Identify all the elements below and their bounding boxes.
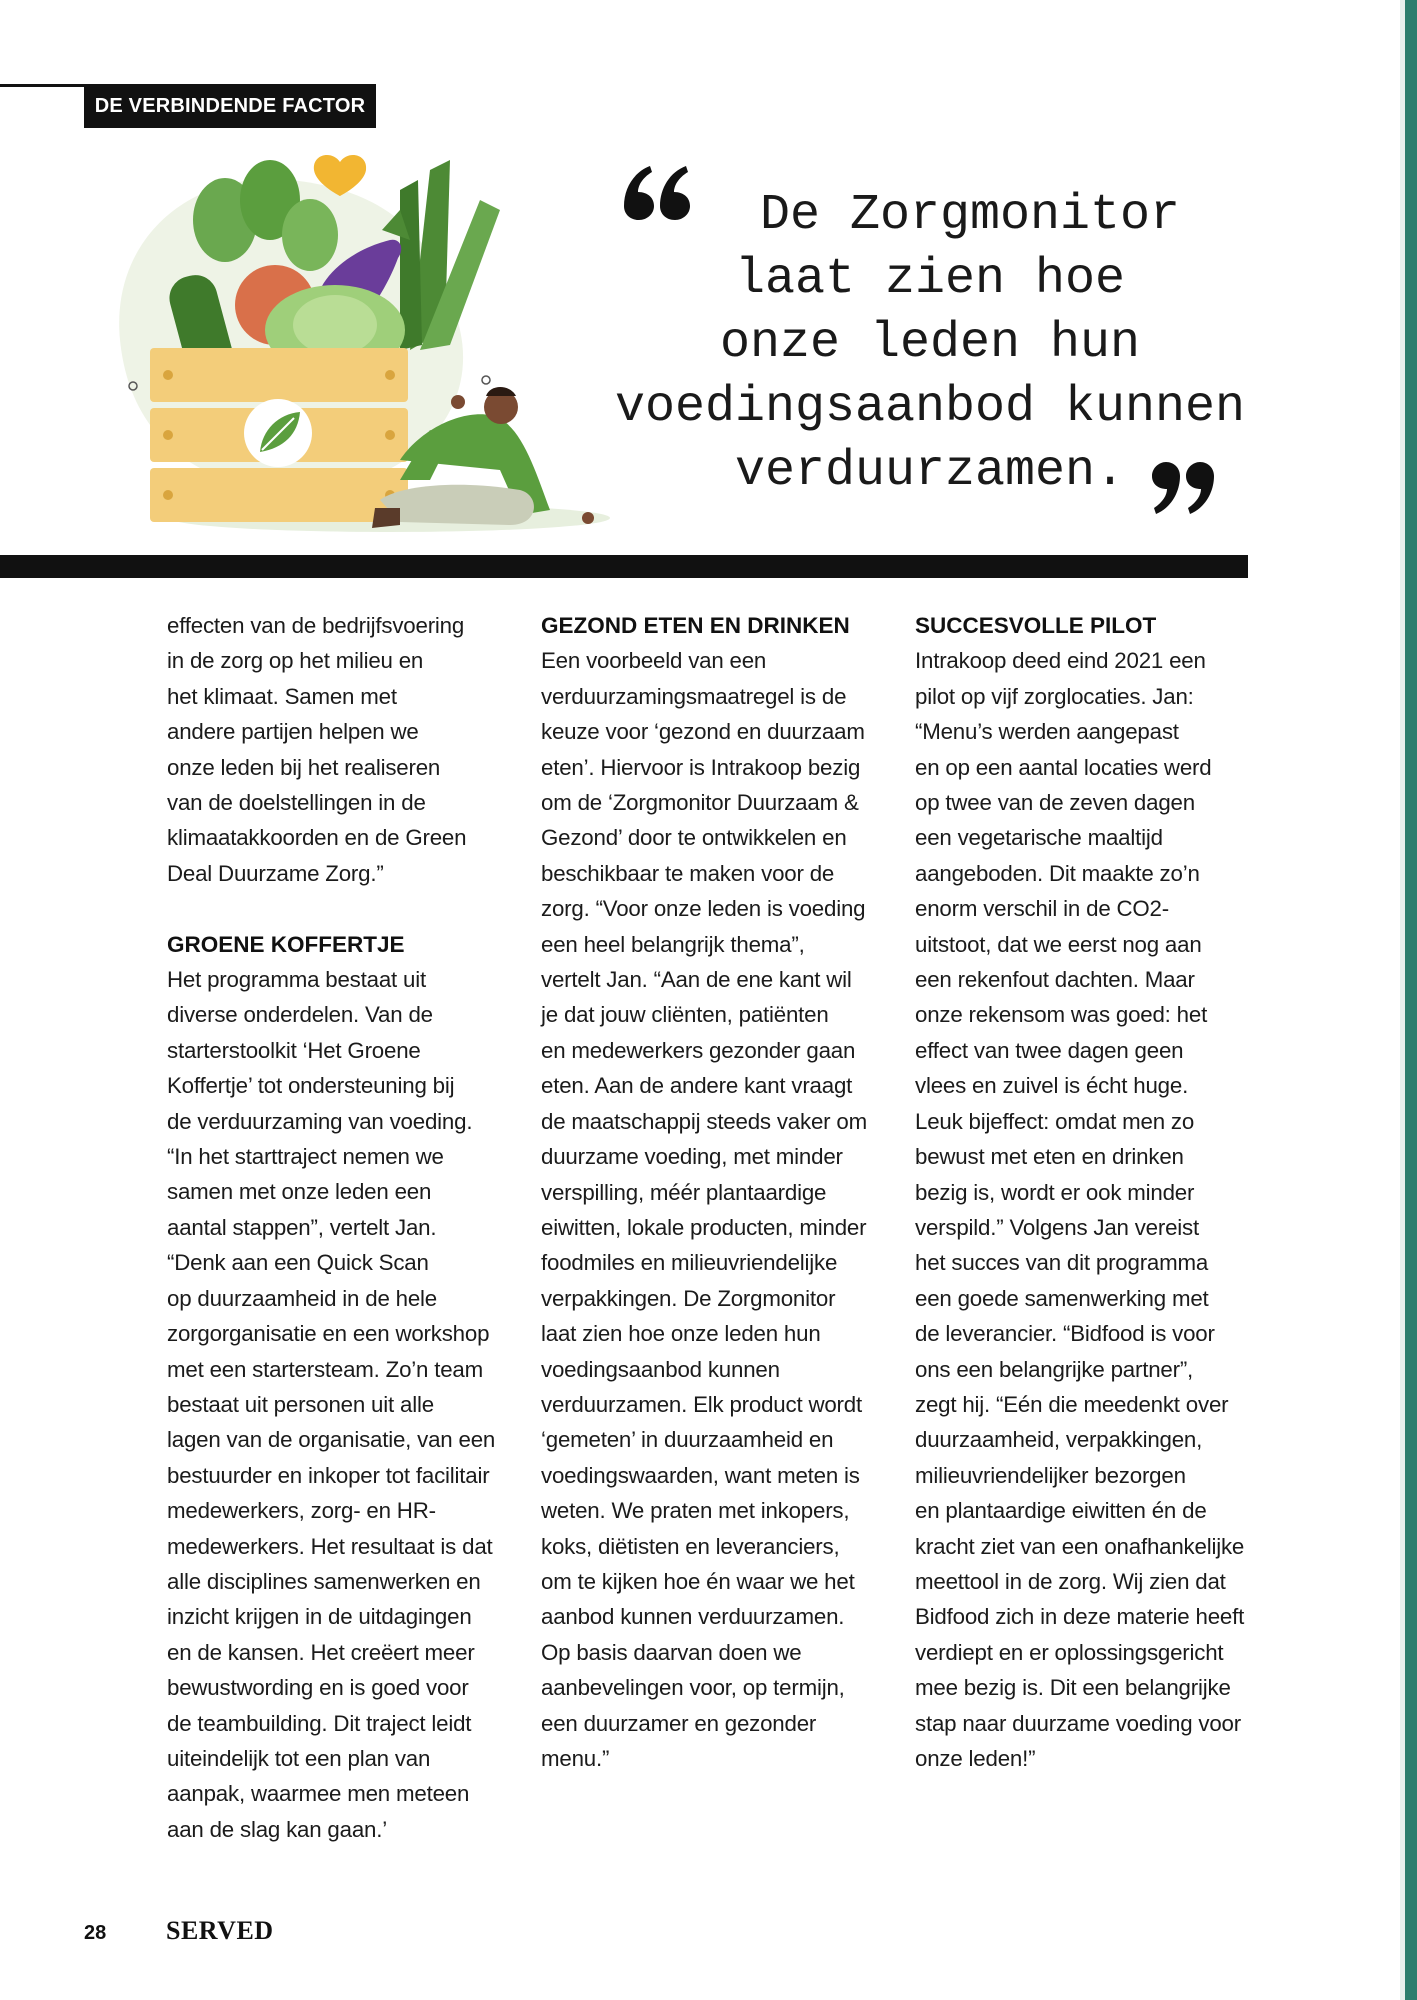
col2-body-line: menu.” — [541, 1746, 610, 1771]
col2-body-line: voedingsaanbod kunnen — [541, 1356, 780, 1382]
col1-body-line: bewustwording en is goed voor — [167, 1675, 469, 1701]
magazine-brand: SERVED — [166, 1916, 274, 1945]
col3-body-line: pilot op vijf zorglocaties. Jan: — [915, 683, 1194, 709]
col1-body-paragraph — [167, 962, 507, 1847]
col2-body-line: zorg. “Voor onze leden is voeding — [541, 896, 866, 922]
col2-body-line: Op basis daarvan doen we — [541, 1639, 802, 1665]
col1-intro-line: in de zorg op het milieu en — [167, 648, 424, 674]
col3-body-paragraph — [915, 643, 1260, 1776]
col3-body-line: verdiept en er oplossingsgericht — [915, 1639, 1224, 1665]
col3-body-line: en plantaardige eiwitten én de — [915, 1498, 1207, 1524]
col3-body-line: kracht ziet van een onafhankelijke — [915, 1533, 1245, 1559]
col3-body-line: en op een aantal locaties werd — [915, 754, 1212, 780]
col2-body-line: voedingswaarden, want meten is — [541, 1462, 860, 1488]
col1-body-line: Het programma bestaat uit — [167, 967, 426, 993]
col2-body-line: koks, diëtisten en leveranciers, — [541, 1533, 840, 1559]
col2-body-line: ‘gemeten’ in duurzaamheid en — [541, 1427, 834, 1453]
col2-heading: GEZOND ETEN EN DRINKEN — [541, 613, 850, 638]
col3-body-line: Intrakoop deed eind 2021 een — [915, 648, 1206, 674]
col3-body-line: meettool in de zorg. Wij zien dat — [915, 1568, 1226, 1594]
pull-quote-line-3: onze leden hun — [719, 315, 1141, 372]
col2-body-line: een duurzamer en gezonder — [541, 1710, 817, 1736]
col1-body-line: aantal stappen”, vertelt Jan. — [167, 1214, 437, 1240]
col2-body-line: keuze voor ‘gezond en duurzaam — [541, 719, 865, 745]
col2-body-line: duurzame voeding, met minder — [541, 1144, 843, 1170]
col3-body-line: milieuvriendelijker bezorgen — [915, 1462, 1186, 1488]
divider-bar — [0, 555, 1248, 578]
col2-body-line: verduurzamen. Elk product wordt — [541, 1391, 862, 1417]
col1-body-line: met een startersteam. Zo’n team — [167, 1356, 483, 1382]
col1-body-line: starterstoolkit ‘Het Groene — [167, 1037, 421, 1063]
col1-body-line: Koffertje’ tot ondersteuning bij — [167, 1073, 455, 1099]
section-rule — [0, 84, 84, 87]
col1-body-line: bestuurder en inkoper tot facilitair — [167, 1462, 490, 1488]
col1-intro-line: Deal Duurzame Zorg.” — [167, 860, 384, 886]
col2-body-line: laat zien hoe onze leden hun — [541, 1321, 821, 1347]
section-label: DE VERBINDENDE FACTOR — [84, 84, 376, 128]
col2-body-line: Een voorbeeld van een — [541, 648, 767, 674]
col2-body-line: Gezond’ door te ontwikkelen en — [541, 825, 847, 851]
col2-body-line: de maatschappij steeds vaker om — [541, 1108, 867, 1134]
col2-body-line: om de ‘Zorgmonitor Duurzaam & — [541, 790, 859, 816]
col3-body-line: enorm verschil in de CO2- — [915, 896, 1169, 922]
col3-body-line: aangeboden. Dit maakte zo’n — [915, 860, 1200, 886]
col3-heading: SUCCESVOLLE PILOT — [915, 613, 1157, 638]
col1-body-line: aanpak, waarmee men meteen — [167, 1781, 470, 1807]
col1-intro-line: van de doelstellingen in de — [167, 790, 426, 816]
col2-body-paragraph — [541, 643, 886, 1776]
pull-quote-line-1: De Zorgmonitor — [759, 187, 1181, 244]
page-edge-accent — [1405, 0, 1417, 2000]
article-column-3 — [915, 608, 1260, 1776]
col2-body-line: en medewerkers gezonder gaan — [541, 1037, 856, 1063]
col2-body-line: eten. Aan de andere kant vraagt — [541, 1073, 853, 1099]
col3-body-line: Bidfood zich in deze materie heeft — [915, 1604, 1245, 1630]
col2-body-line: eiwitten, lokale producten, minder — [541, 1214, 867, 1240]
col2-body-line: weten. We praten met inkopers, — [541, 1498, 850, 1524]
col3-body-line: bezig is, wordt er ook minder — [915, 1179, 1195, 1205]
col1-body-line: en de kansen. Het creëert meer — [167, 1639, 475, 1665]
col1-intro-line: klimaatakkoorden en de Green — [167, 825, 467, 851]
col1-body-line: uiteindelijk tot een plan van — [167, 1745, 431, 1771]
col2-body-line: beschikbaar te maken voor de — [541, 860, 835, 886]
col3-body-line: vlees en zuivel is écht huge. — [915, 1073, 1189, 1099]
col3-body-line: een goede samenwerking met — [915, 1285, 1209, 1311]
pull-quote-line-4: voedingsaanbod kunnen — [614, 379, 1246, 436]
col1-body-line: de verduurzaming van voeding. — [167, 1108, 473, 1134]
page-number: 28 — [84, 1922, 107, 1944]
col1-body-line: de teambuilding. Dit traject leidt — [167, 1710, 472, 1736]
col1-intro-paragraph — [167, 608, 507, 891]
col3-body-line: effect van twee dagen geen — [915, 1037, 1184, 1063]
col2-body-line: aanbod kunnen verduurzamen. — [541, 1604, 845, 1630]
col3-body-line: zegt hij. “Eén die meedenkt over — [915, 1391, 1229, 1417]
col3-body-line: de leverancier. “Bidfood is voor — [915, 1321, 1215, 1347]
leaf-badge-icon — [244, 399, 312, 467]
col1-body-line: inzicht krijgen in de uitdagingen — [167, 1604, 472, 1630]
col3-body-line: stap naar duurzame voeding voor — [915, 1710, 1241, 1736]
article-column-1 — [167, 608, 507, 1847]
col1-body-line: bestaat uit personen uit alle — [167, 1391, 434, 1417]
col3-body-line: verspild.” Volgens Jan vereist — [915, 1214, 1200, 1240]
col3-body-line: onze leden!” — [915, 1746, 1036, 1771]
col1-body-line: medewerkers, zorg- en HR- — [167, 1498, 436, 1524]
pull-quote-line-2: laat zien hoe — [734, 251, 1126, 308]
col1-body-line: diverse onderdelen. Van de — [167, 1002, 433, 1028]
col3-body-line: mee bezig is. Dit een belangrijke — [915, 1675, 1231, 1701]
col3-body-line: een rekenfout dachten. Maar — [915, 967, 1195, 993]
col2-body-line: om te kijken hoe én waar we het — [541, 1568, 855, 1594]
col1-body-line: op duurzaamheid in de hele — [167, 1285, 437, 1311]
col3-body-line: onze rekensom was goed: het — [915, 1002, 1208, 1028]
col3-body-line: op twee van de zeven dagen — [915, 790, 1195, 816]
col1-intro-line: effecten van de bedrijfsvoering — [167, 613, 465, 638]
col2-body-line: eten’. Hiervoor is Intrakoop bezig — [541, 754, 861, 780]
col3-body-line: Leuk bijeffect: omdat men zo — [915, 1108, 1195, 1134]
vegetable-crate-illustration — [100, 130, 640, 550]
col1-body-line: medewerkers. Het resultaat is dat — [167, 1533, 493, 1559]
pull-quote-line-5: verduurzamen. — [734, 443, 1126, 500]
col3-body-line: uitstoot, dat we eerst nog aan — [915, 931, 1202, 957]
pull-quote — [610, 184, 1250, 504]
article-column-2 — [541, 608, 886, 1776]
col2-body-line: verspilling, méér plantaardige — [541, 1179, 827, 1205]
col1-body-line: zorgorganisatie en een workshop — [167, 1321, 490, 1347]
col1-body-line: lagen van de organisatie, van een — [167, 1427, 496, 1453]
col2-body-line: verpakkingen. De Zorgmonitor — [541, 1285, 836, 1311]
col3-body-line: “Menu’s werden aangepast — [915, 719, 1179, 745]
col3-body-line: ons een belangrijke partner”, — [915, 1356, 1194, 1382]
col1-body-line: aan de slag kan gaan.’ — [167, 1816, 387, 1842]
col1-intro-line: onze leden bij het realiseren — [167, 754, 441, 780]
col2-body-line: aanbevelingen voor, op termijn, — [541, 1675, 845, 1701]
col3-body-line: een vegetarische maaltijd — [915, 825, 1163, 851]
col1-intro-line: het klimaat. Samen met — [167, 683, 397, 709]
col2-body-line: een heel belangrijk thema”, — [541, 931, 805, 957]
col2-body-line: foodmiles en milieuvriendelijke — [541, 1250, 838, 1276]
col3-body-line: het succes van dit programma — [915, 1250, 1209, 1276]
col1-body-line: “Denk aan een Quick Scan — [167, 1250, 429, 1276]
col2-body-line: je dat jouw cliënten, patiënten — [541, 1002, 829, 1028]
col1-intro-line: andere partijen helpen we — [167, 719, 419, 745]
col3-body-line: bewust met eten en drinken — [915, 1144, 1184, 1170]
col1-body-line: alle disciplines samenwerken en — [167, 1568, 481, 1594]
col1-heading: GROENE KOFFERTJE — [167, 931, 405, 957]
col1-body-line: samen met onze leden een — [167, 1179, 432, 1205]
col3-body-line: duurzaamheid, verpakkingen, — [915, 1427, 1203, 1453]
col2-body-line: vertelt Jan. “Aan de ene kant wil — [541, 967, 852, 993]
col1-body-line: “In het starttraject nemen we — [167, 1144, 444, 1170]
col2-body-line: verduurzamingsmaatregel is de — [541, 683, 847, 709]
